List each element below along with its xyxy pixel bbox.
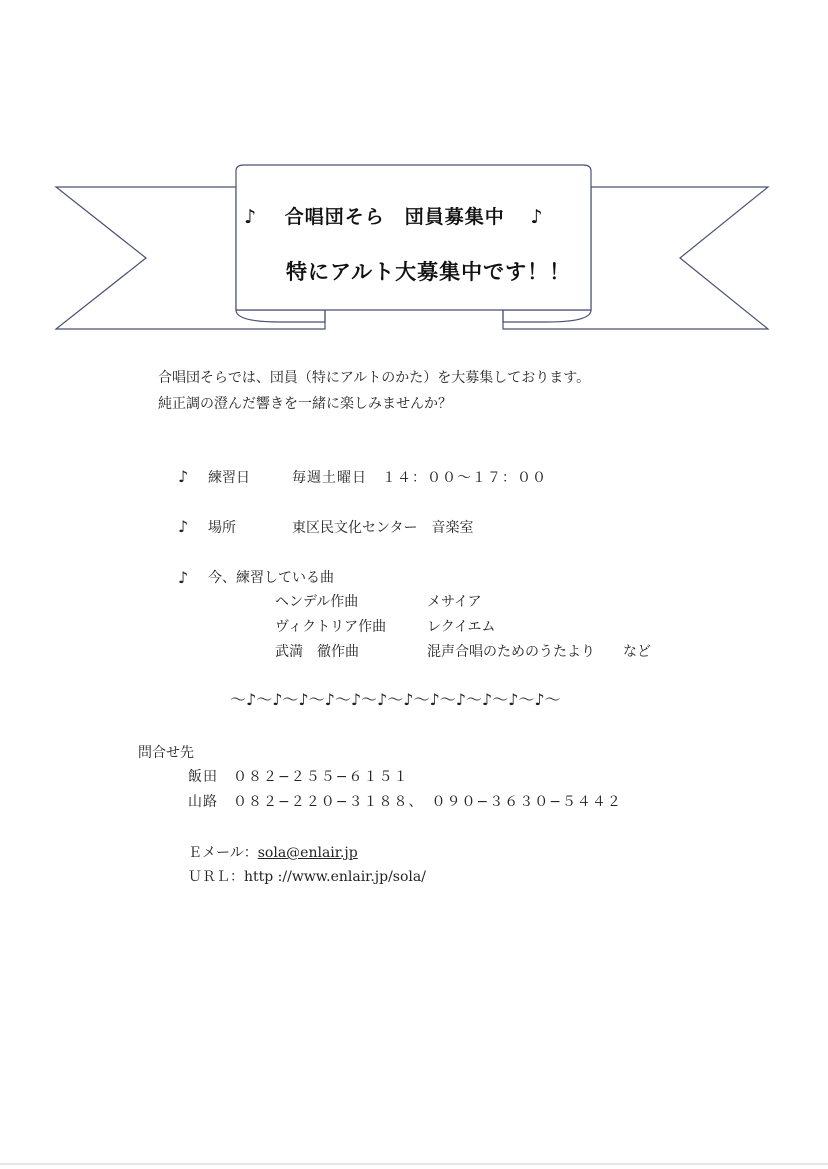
song-composer: ヘンデル作曲 [275, 594, 359, 610]
song-title: 混声合唱のためのうたより など [427, 644, 651, 660]
place-label: 場所 [208, 520, 236, 536]
music-note-icon: ♪ [178, 467, 189, 486]
contact-heading: 問合せ先 [138, 745, 194, 761]
practice-label: 練習日 [208, 470, 250, 486]
place-value: 東区民文化センター 音楽室 [292, 520, 474, 536]
song-composer: 武満 徹作曲 [275, 644, 359, 660]
email-row [188, 843, 358, 863]
url-text: http ://www.enlair.jp/sola/ [244, 869, 426, 885]
banner-title-line1 [244, 202, 544, 229]
url-row [188, 867, 426, 887]
practice-value: 毎週土曜日 １４：００〜１７：００ [292, 470, 547, 486]
email-link[interactable]: sola@enlair.jp [257, 845, 358, 861]
intro-line-2: 純正調の澄んだ響きを一緒に楽しみませんか？ [158, 396, 452, 412]
music-note-icon: ♪ [178, 517, 189, 536]
intro-line-1: 合唱団そらでは、団員（特にアルトのかた）を大募集しております。 [158, 370, 591, 386]
url-label: ＵＲＬ： [188, 869, 244, 885]
songs-label: 今、練習している曲 [208, 570, 334, 586]
page-edge [0, 1163, 828, 1165]
song-composer: ヴィクトリア作曲 [275, 619, 387, 635]
song-title: メサイア [427, 594, 482, 610]
contact-phone-2: 山路 ０８２−２２０−３１８８、 ０９０−３６３０−５４４２ [188, 794, 622, 810]
note-divider: 〜♪〜♪〜♪〜♪〜♪〜♪〜♪〜♪〜♪〜♪〜♪〜♪〜 [230, 690, 561, 709]
banner-subtitle: 特にアルト大募集中です！！ [286, 260, 572, 284]
contact-phone-1: 飯田 ０８２−２５５−６１５１ [188, 769, 409, 785]
music-note-icon: ♪ [530, 206, 544, 228]
ribbon-banner [0, 0, 828, 340]
email-label: Ｅメール： [188, 845, 258, 861]
song-title: レクイエム [427, 619, 496, 635]
banner-title: 合唱団そら 団員募集中 [284, 206, 505, 228]
music-note-icon: ♪ [178, 568, 189, 587]
music-note-icon: ♪ [244, 206, 258, 228]
